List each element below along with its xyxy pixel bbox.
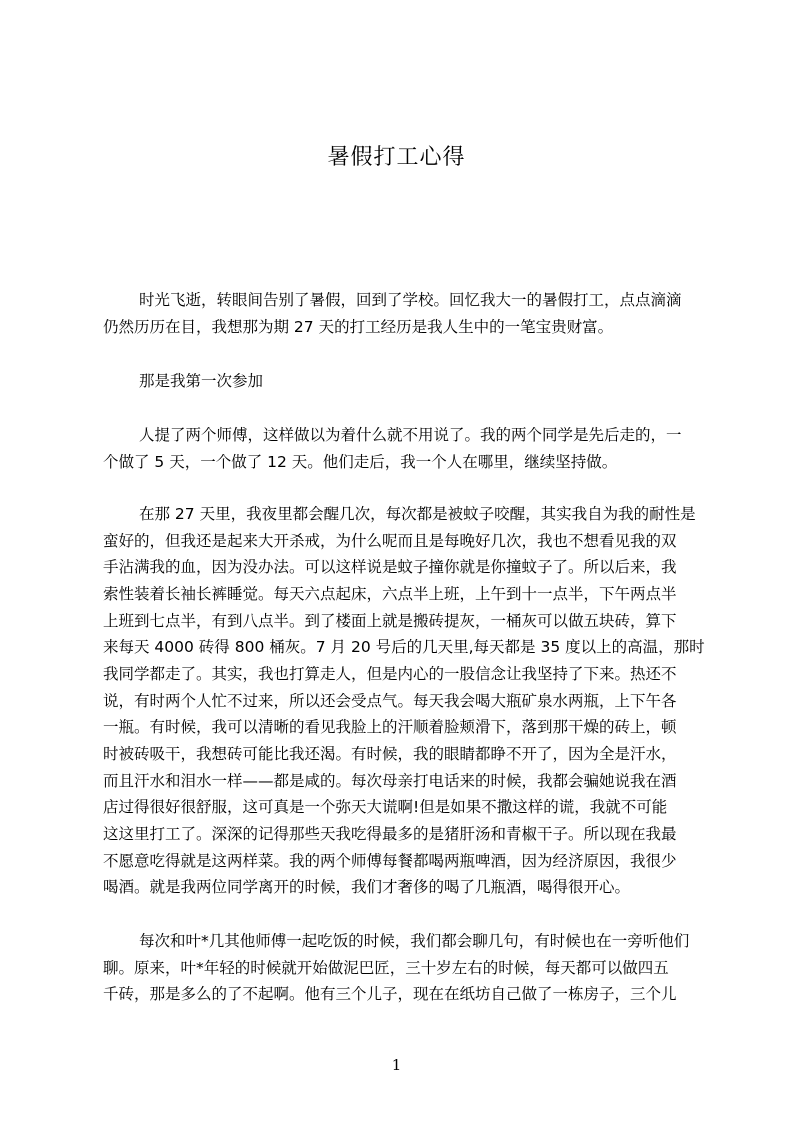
paragraph-line: 个做了 5 天，一个做了 12 天。他们走后，我一个人在哪里，继续坚持做。 [103, 453, 618, 471]
paragraph-line: 这这里打工了。深深的记得那些天我吃得最多的是猪肝汤和青椒干子。所以现在我最 [103, 825, 677, 843]
paragraph-line: 上班到七点半，有到八点半。到了楼面上就是搬砖提灰，一桶灰可以做五块砖，算下 [103, 612, 677, 630]
paragraph-line: 人提了两个师傅，这样做以为着什么就不用说了。我的两个同学是先后走的，一 [139, 426, 682, 444]
paragraph-line: 每次和叶*几其他师傅一起吃饭的时候，我们都会聊几句，有时候也在一旁听他们 [139, 932, 690, 950]
paragraph-line: 在那 27 天里，我夜里都会醒几次，每次都是被蚊子咬醒，其实我自为我的耐性是 [139, 505, 696, 523]
paragraph-line: 店过得很好很舒服，这可真是一个弥天大谎啊!但是如果不撒这样的谎，我就不可能 [103, 798, 668, 816]
paragraph-line: 蛮好的，但我还是起来大开杀戒，为什么呢而且是每晚好几次，我也不想看见我的双 [103, 532, 677, 550]
paragraph-line: 时被砖吸干，我想砖可能比我还渴。有时候，我的眼睛都睁不开了，因为全是汗水， [103, 745, 677, 763]
paragraph-line: 一瓶。有时候，我可以清晰的看见我脸上的汗顺着脸颊滑下，落到那干燥的砖上，顿 [103, 718, 677, 736]
paragraph-line: 来每天 4000 砖得 800 桶灰。7 月 20 号后的几天里,每天都是 35 度以上的高温，那时 [103, 638, 705, 656]
paragraph-line: 说，有时两个人忙不过来，所以还会受点气。每天我会喝大瓶矿泉水两瓶，上下午各 [103, 692, 677, 710]
paragraph-line: 千砖，那是多么的了不起啊。他有三个儿子，现在在纸坊自己做了一栋房子，三个儿 [103, 985, 677, 1003]
page-number: 1 [391, 1056, 402, 1074]
paragraph-line: 时光飞逝，转眼间告别了暑假，回到了学校。回忆我大一的暑假打工，点点滴滴 [139, 291, 682, 309]
paragraph-line: 索性装着长袖长裤睡觉。每天六点起床，六点半上班，上午到十一点半，下午两点半 [103, 585, 677, 603]
paragraph-line: 喝酒。就是我两位同学离开的时候，我们才奢侈的喝了几瓶酒，喝得很开心。 [103, 878, 631, 896]
paragraph-line: 仍然历历在目，我想那为期 27 天的打工经历是我人生中的一笔宝贵财富。 [103, 318, 614, 336]
paragraph-line: 那是我第一次参加 [139, 372, 264, 390]
paragraph-line: 聊。原来，叶*年轻的时候就开始做泥巴匠，三十岁左右的时候，每天都可以做四五 [103, 959, 669, 977]
paragraph-line: 手沾满我的血，因为没办法。可以这样说是蚊子撞你就是你撞蚊子了。所以后来，我 [103, 558, 677, 576]
paragraph-line: 而且汗水和泪水一样——都是咸的。每次母亲打电话来的时候，我都会骗她说我在酒 [103, 772, 677, 790]
paragraph-line: 不愿意吃得就是这两样菜。我的两个师傅每餐都喝两瓶啤酒，因为经济原因，我很少 [103, 852, 677, 870]
document-title: 暑假打工心得 [327, 145, 466, 170]
paragraph-line: 我同学都走了。其实，我也打算走人，但是内心的一股信念让我坚持了下来。热还不 [103, 665, 677, 683]
